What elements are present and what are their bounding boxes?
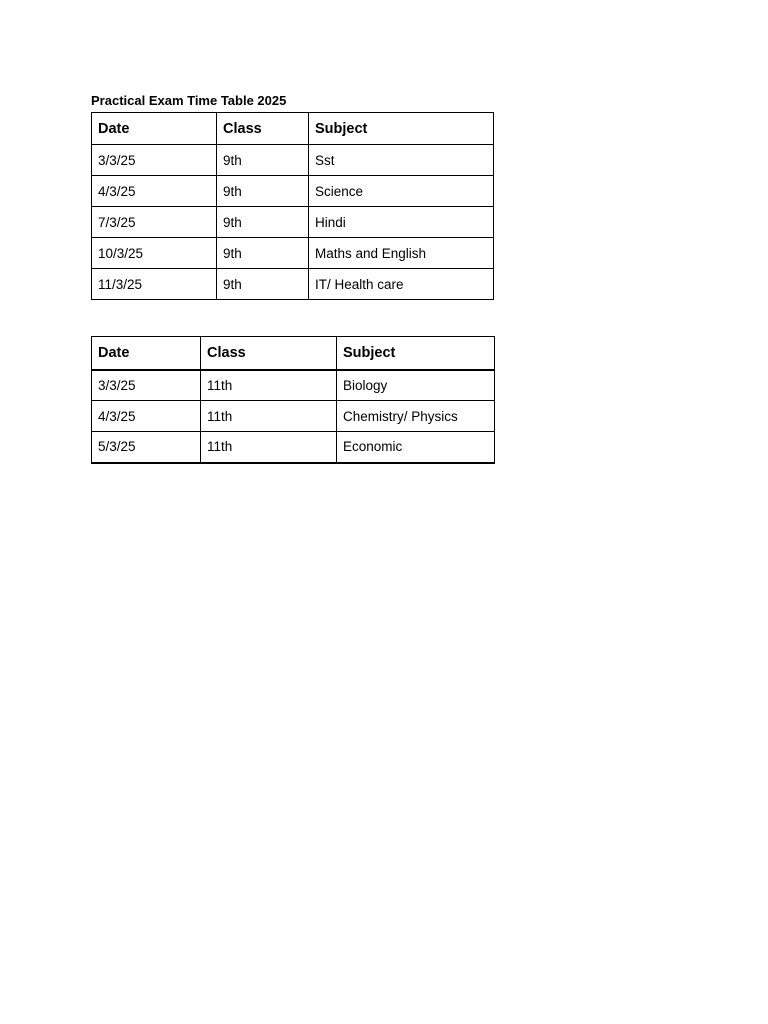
cell-date: 10/3/25 [92,238,217,269]
cell-subject: Hindi [309,207,494,238]
cell-date: 7/3/25 [92,207,217,238]
table-row [92,207,494,238]
cell-subject: IT/ Health care [309,269,494,300]
table-row [92,432,495,463]
page-title: Practical Exam Time Table 2025 [91,93,287,108]
column-header-subject: Subject [309,113,494,145]
cell-class: 11th [201,370,337,401]
cell-date: 4/3/25 [92,401,201,432]
table-row [92,370,495,401]
table-row [92,145,494,176]
cell-subject: Maths and English [309,238,494,269]
cell-date: 5/3/25 [92,432,201,463]
cell-class: 9th [217,176,309,207]
cell-date: 3/3/25 [92,145,217,176]
cell-class: 9th [217,207,309,238]
column-header-date: Date [92,337,201,370]
cell-class: 9th [217,269,309,300]
timetable-11th [91,336,495,464]
table-header-row [92,113,494,145]
table-header-row [92,337,495,370]
table-row [92,269,494,300]
table-row [92,176,494,207]
cell-class: 9th [217,238,309,269]
table-row [92,238,494,269]
cell-date: 4/3/25 [92,176,217,207]
column-header-date: Date [92,113,217,145]
timetable-9th [91,112,494,300]
cell-subject: Chemistry/ Physics [337,401,495,432]
column-header-class: Class [201,337,337,370]
cell-class: 11th [201,432,337,463]
cell-subject: Science [309,176,494,207]
table-row [92,401,495,432]
cell-subject: Biology [337,370,495,401]
column-header-class: Class [217,113,309,145]
cell-class: 11th [201,401,337,432]
column-header-subject: Subject [337,337,495,370]
cell-class: 9th [217,145,309,176]
cell-date: 3/3/25 [92,370,201,401]
cell-subject: Sst [309,145,494,176]
cell-subject: Economic [337,432,495,463]
cell-date: 11/3/25 [92,269,217,300]
